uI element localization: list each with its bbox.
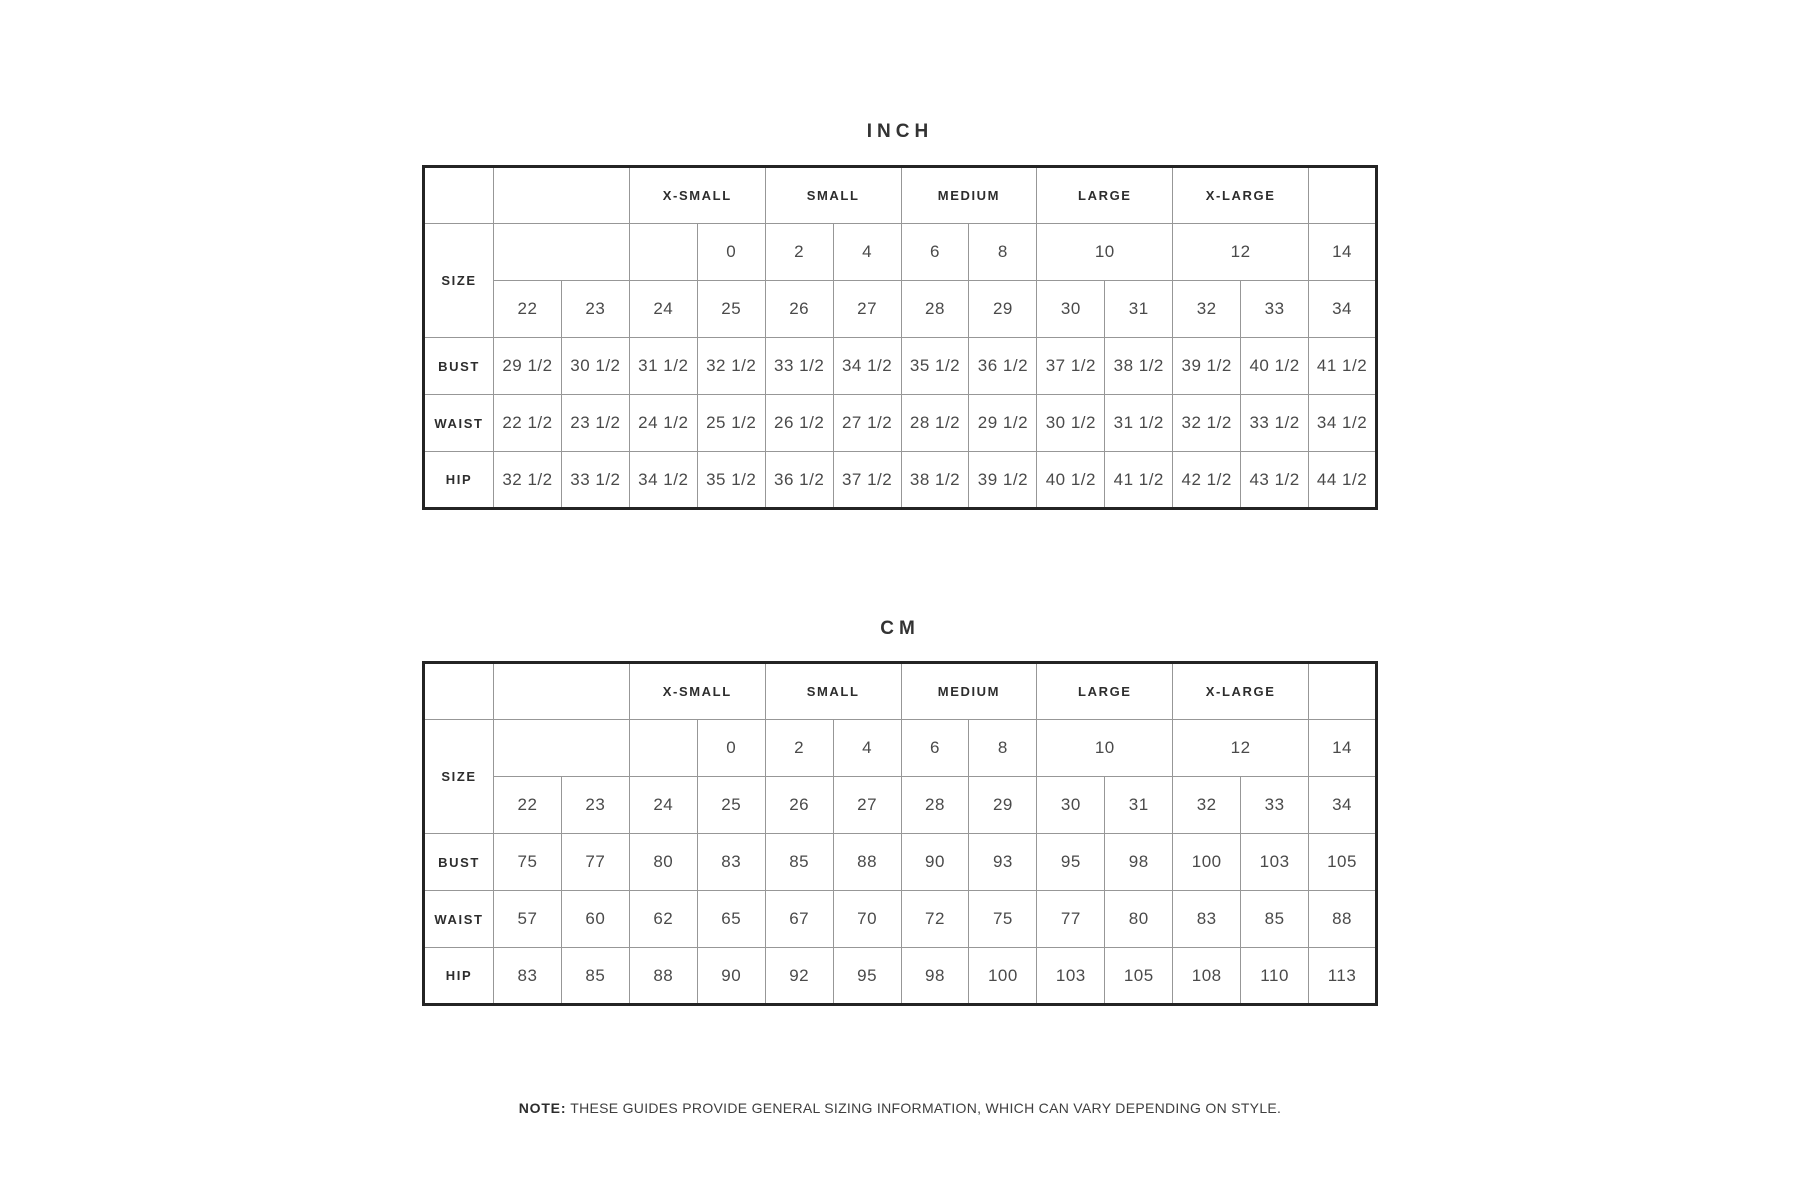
measurement-value-cell: 30 1/2	[561, 338, 629, 395]
measurement-value-cell: 88	[1309, 891, 1377, 948]
measurement-value-cell: 42 1/2	[1173, 452, 1241, 509]
us-size-cell: 6	[901, 224, 969, 281]
us-size-cell: 12	[1173, 720, 1309, 777]
numeric-size-cell: 33	[1241, 777, 1309, 834]
measurement-value-cell: 35 1/2	[697, 452, 765, 509]
measurement-value-cell: 105	[1105, 948, 1173, 1005]
measurement-value-cell: 44 1/2	[1309, 452, 1377, 509]
measurement-value-cell: 103	[1241, 834, 1309, 891]
size-row-label: SIZE	[424, 224, 494, 338]
numeric-size-cell: 34	[1309, 281, 1377, 338]
measurement-value-cell: 85	[561, 948, 629, 1005]
measurement-value-cell: 33 1/2	[1241, 395, 1309, 452]
numeric-size-cell: 25	[697, 281, 765, 338]
us-size-cell: 12	[1173, 224, 1309, 281]
measurement-value-cell: 77	[561, 834, 629, 891]
measurement-value-cell: 77	[1037, 891, 1105, 948]
numeric-size-cell: 30	[1037, 281, 1105, 338]
measurement-value-cell: 80	[629, 834, 697, 891]
measurement-row	[424, 834, 1377, 891]
size-group-row	[424, 167, 1377, 224]
measurement-value-cell: 32 1/2	[697, 338, 765, 395]
measurement-value-cell: 83	[697, 834, 765, 891]
measurement-label-cell: HIP	[424, 452, 494, 509]
measurement-value-cell: 75	[494, 834, 562, 891]
numeric-size-cell: 31	[1105, 777, 1173, 834]
us-size-cell: 4	[833, 720, 901, 777]
us-size-cell: 0	[697, 224, 765, 281]
numeric-size-cell: 30	[1037, 777, 1105, 834]
measurement-value-cell: 65	[697, 891, 765, 948]
measurement-value-cell: 22 1/2	[494, 395, 562, 452]
empty-group-cell	[1309, 167, 1377, 224]
measurement-value-cell: 31 1/2	[1105, 395, 1173, 452]
measurement-value-cell: 30 1/2	[1037, 395, 1105, 452]
numeric-size-cell: 26	[765, 281, 833, 338]
measurement-value-cell: 110	[1241, 948, 1309, 1005]
corner-cell	[424, 663, 494, 720]
measurement-value-cell: 95	[833, 948, 901, 1005]
measurement-value-cell: 34 1/2	[1309, 395, 1377, 452]
size-group-header-cell: SMALL	[765, 663, 901, 720]
measurement-value-cell: 38 1/2	[901, 452, 969, 509]
measurement-row	[424, 395, 1377, 452]
measurement-value-cell: 57	[494, 891, 562, 948]
measurement-value-cell: 23 1/2	[561, 395, 629, 452]
measurement-value-cell: 37 1/2	[833, 452, 901, 509]
numeric-size-cell: 24	[629, 777, 697, 834]
measurement-value-cell: 85	[765, 834, 833, 891]
measurement-value-cell: 40 1/2	[1037, 452, 1105, 509]
numeric-size-row	[424, 777, 1377, 834]
measurement-value-cell: 33 1/2	[765, 338, 833, 395]
us-size-cell: 8	[969, 224, 1037, 281]
us-size-row	[424, 720, 1377, 777]
measurement-value-cell: 41 1/2	[1105, 452, 1173, 509]
numeric-size-cell: 23	[561, 281, 629, 338]
numeric-size-cell: 26	[765, 777, 833, 834]
numeric-size-cell: 25	[697, 777, 765, 834]
note-label: NOTE:	[518, 1100, 567, 1116]
measurement-value-cell: 95	[1037, 834, 1105, 891]
measurement-value-cell: 29 1/2	[969, 395, 1037, 452]
measurement-label-cell: WAIST	[424, 395, 494, 452]
measurement-value-cell: 103	[1037, 948, 1105, 1005]
us-size-cell: 6	[901, 720, 969, 777]
numeric-size-cell: 22	[494, 281, 562, 338]
us-size-cell: 0	[697, 720, 765, 777]
empty-size-cell	[494, 720, 630, 777]
us-size-cell: 10	[1037, 720, 1173, 777]
measurement-value-cell: 39 1/2	[1173, 338, 1241, 395]
measurement-value-cell: 80	[1105, 891, 1173, 948]
empty-group-cell	[494, 663, 630, 720]
us-size-cell: 14	[1309, 224, 1377, 281]
measurement-value-cell: 41 1/2	[1309, 338, 1377, 395]
measurement-value-cell: 70	[833, 891, 901, 948]
us-size-cell: 4	[833, 224, 901, 281]
measurement-value-cell: 100	[969, 948, 1037, 1005]
us-size-cell: 8	[969, 720, 1037, 777]
sizing-note	[0, 1098, 1800, 1118]
measurement-value-cell: 83	[494, 948, 562, 1005]
corner-cell	[424, 167, 494, 224]
empty-size-cell	[494, 224, 630, 281]
measurement-value-cell: 83	[1173, 891, 1241, 948]
measurement-value-cell: 88	[629, 948, 697, 1005]
inch-table-title: INCH	[866, 121, 934, 142]
measurement-value-cell: 38 1/2	[1105, 338, 1173, 395]
measurement-row	[424, 891, 1377, 948]
numeric-size-cell: 22	[494, 777, 562, 834]
measurement-value-cell: 90	[901, 834, 969, 891]
measurement-value-cell: 32 1/2	[494, 452, 562, 509]
size-group-header-cell: MEDIUM	[901, 167, 1037, 224]
measurement-value-cell: 90	[697, 948, 765, 1005]
numeric-size-cell: 28	[901, 281, 969, 338]
measurement-value-cell: 32 1/2	[1173, 395, 1241, 452]
measurement-value-cell: 35 1/2	[901, 338, 969, 395]
numeric-size-cell: 23	[561, 777, 629, 834]
measurement-value-cell: 36 1/2	[969, 338, 1037, 395]
cm-size-table	[422, 661, 1378, 1006]
measurement-value-cell: 36 1/2	[765, 452, 833, 509]
empty-group-cell	[494, 167, 630, 224]
measurement-value-cell: 92	[765, 948, 833, 1005]
empty-size-cell	[629, 224, 697, 281]
measurement-value-cell: 29 1/2	[494, 338, 562, 395]
measurement-value-cell: 28 1/2	[901, 395, 969, 452]
note-text: THESE GUIDES PROVIDE GENERAL SIZING INFORMATION, WHICH CAN VARY DEPENDING ON STYLE.	[566, 1100, 1282, 1116]
numeric-size-cell: 32	[1173, 281, 1241, 338]
us-size-row	[424, 224, 1377, 281]
numeric-size-cell: 34	[1309, 777, 1377, 834]
us-size-cell: 2	[765, 224, 833, 281]
inch-size-table	[422, 165, 1378, 510]
us-size-cell: 2	[765, 720, 833, 777]
numeric-size-cell: 28	[901, 777, 969, 834]
measurement-label-cell: BUST	[424, 834, 494, 891]
size-group-header-cell: MEDIUM	[901, 663, 1037, 720]
measurement-value-cell: 62	[629, 891, 697, 948]
numeric-size-cell: 29	[969, 281, 1037, 338]
measurement-value-cell: 24 1/2	[629, 395, 697, 452]
numeric-size-cell: 27	[833, 777, 901, 834]
measurement-value-cell: 25 1/2	[697, 395, 765, 452]
measurement-value-cell: 93	[969, 834, 1037, 891]
size-row-label: SIZE	[424, 720, 494, 834]
numeric-size-row	[424, 281, 1377, 338]
size-group-header-cell: SMALL	[765, 167, 901, 224]
cm-table-title: CM	[880, 618, 920, 639]
numeric-size-cell: 29	[969, 777, 1037, 834]
numeric-size-cell: 33	[1241, 281, 1309, 338]
measurement-value-cell: 60	[561, 891, 629, 948]
size-group-header-cell: X-SMALL	[629, 663, 765, 720]
measurement-value-cell: 67	[765, 891, 833, 948]
measurement-value-cell: 98	[1105, 834, 1173, 891]
measurement-value-cell: 75	[969, 891, 1037, 948]
measurement-value-cell: 100	[1173, 834, 1241, 891]
measurement-value-cell: 108	[1173, 948, 1241, 1005]
measurement-value-cell: 34 1/2	[629, 452, 697, 509]
measurement-row	[424, 948, 1377, 1005]
measurement-value-cell: 31 1/2	[629, 338, 697, 395]
measurement-value-cell: 34 1/2	[833, 338, 901, 395]
numeric-size-cell: 24	[629, 281, 697, 338]
numeric-size-cell: 32	[1173, 777, 1241, 834]
measurement-value-cell: 39 1/2	[969, 452, 1037, 509]
measurement-value-cell: 72	[901, 891, 969, 948]
us-size-cell: 14	[1309, 720, 1377, 777]
empty-group-cell	[1309, 663, 1377, 720]
measurement-value-cell: 113	[1309, 948, 1377, 1005]
measurement-value-cell: 27 1/2	[833, 395, 901, 452]
measurement-value-cell: 43 1/2	[1241, 452, 1309, 509]
measurement-value-cell: 37 1/2	[1037, 338, 1105, 395]
size-group-header-cell: LARGE	[1037, 167, 1173, 224]
size-group-header-cell: X-LARGE	[1173, 167, 1309, 224]
size-group-header-cell: X-LARGE	[1173, 663, 1309, 720]
measurement-value-cell: 98	[901, 948, 969, 1005]
numeric-size-cell: 31	[1105, 281, 1173, 338]
measurement-value-cell: 85	[1241, 891, 1309, 948]
measurement-value-cell: 33 1/2	[561, 452, 629, 509]
measurement-value-cell: 40 1/2	[1241, 338, 1309, 395]
measurement-label-cell: BUST	[424, 338, 494, 395]
us-size-cell: 10	[1037, 224, 1173, 281]
size-group-row	[424, 663, 1377, 720]
measurement-row	[424, 452, 1377, 509]
measurement-row	[424, 338, 1377, 395]
measurement-label-cell: WAIST	[424, 891, 494, 948]
measurement-value-cell: 105	[1309, 834, 1377, 891]
measurement-value-cell: 26 1/2	[765, 395, 833, 452]
size-group-header-cell: LARGE	[1037, 663, 1173, 720]
size-group-header-cell: X-SMALL	[629, 167, 765, 224]
empty-size-cell	[629, 720, 697, 777]
measurement-value-cell: 88	[833, 834, 901, 891]
numeric-size-cell: 27	[833, 281, 901, 338]
measurement-label-cell: HIP	[424, 948, 494, 1005]
